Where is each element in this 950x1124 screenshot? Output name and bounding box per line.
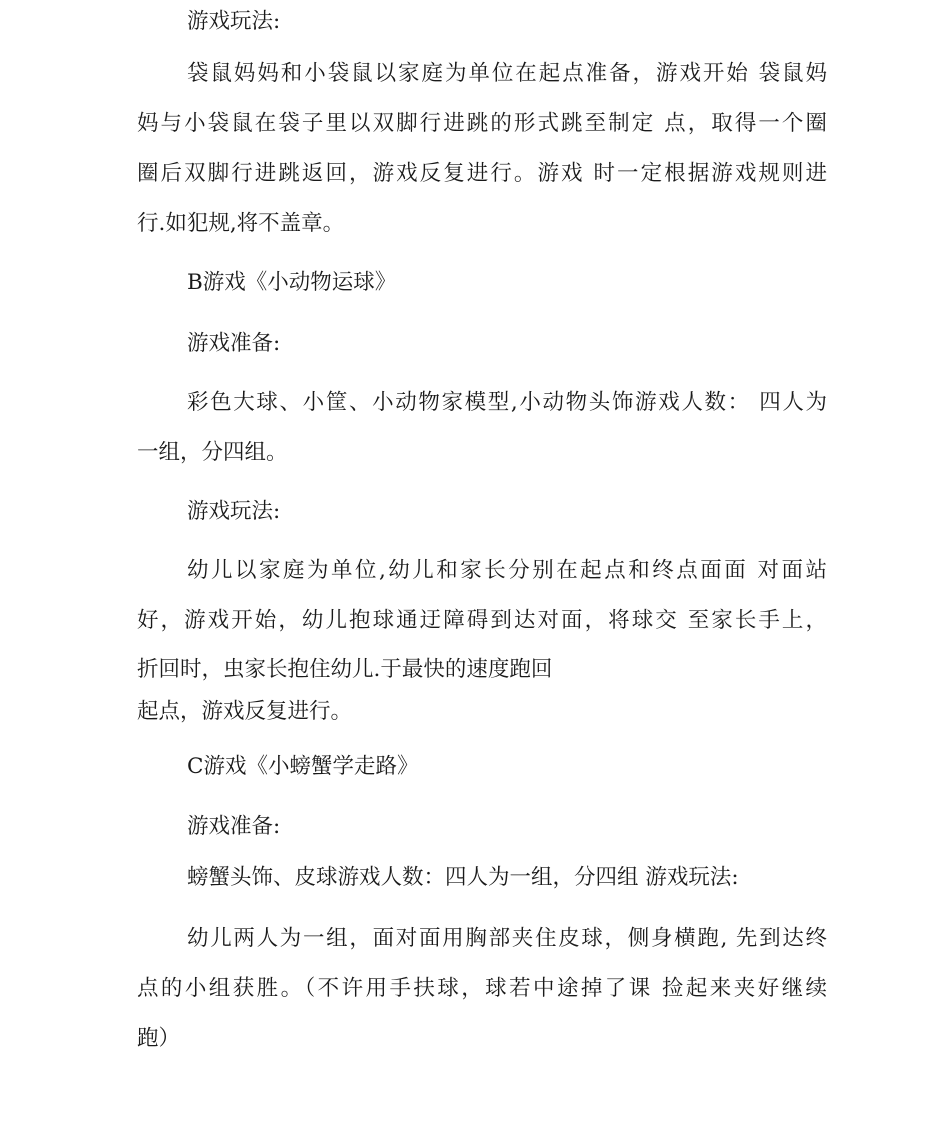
section-c-prep-line: 螃蟹头饰、皮球游戏人数：四人为一组，分四组 游戏玩法: — [187, 865, 739, 890]
section-c-title: C游戏《小螃蟹学走路》 — [187, 754, 419, 779]
section-a-rules-line-4: 行.如犯规,将不盖章。 — [137, 211, 345, 236]
section-b-prep-heading: 游戏准备: — [187, 331, 281, 356]
section-b-title: B游戏《小动物运球》 — [187, 270, 397, 295]
section-b-prep-line-2: 一组，分四组。 — [137, 440, 288, 465]
section-c-rules-line-3: 跑） — [137, 1026, 181, 1051]
section-a-rules-line-1: 袋鼠妈妈和小袋鼠以家庭为单位在起点准备，游戏开始 袋鼠妈 — [187, 61, 827, 86]
section-b-rules-line-4: 起点，游戏反复进行。 — [137, 699, 353, 724]
section-b-prep-line-1: 彩色大球、小筐、小动物家模型,小动物头饰游戏人数： 四人为 — [187, 390, 827, 415]
section-a-rules-heading: 游戏玩法: — [187, 9, 281, 34]
section-a-rules-line-2: 妈与小袋鼠在袋子里以双脚行进跳的形式跳至制定 点，取得一个圈 — [137, 111, 827, 136]
section-c-prep-heading: 游戏准备: — [187, 814, 281, 839]
section-b-rules-heading: 游戏玩法: — [187, 499, 281, 524]
section-c-rules-line-2: 点的小组获胜。（不许用手扶球，球若中途掉了课 捡起来夹好继续 — [137, 976, 827, 1001]
section-b-rules-line-2: 好，游戏开始，幼儿抱球通迂障碍到达对面，将球交 至家长手上， — [137, 608, 827, 633]
section-a-rules-line-3: 圈后双脚行进跳返回，游戏反复进行。游戏 时一定根据游戏规则进 — [137, 161, 827, 186]
section-c-rules-line-1: 幼儿两人为一组，面对面用胸部夹住皮球，侧身横跑, 先到达终 — [187, 926, 827, 951]
section-b-rules-line-1: 幼儿以家庭为单位,幼儿和家长分别在起点和终点面面 对面站 — [187, 558, 827, 583]
section-b-rules-line-3: 折回时，虫家长抱住幼儿.于最快的速度跑回 — [137, 657, 553, 682]
